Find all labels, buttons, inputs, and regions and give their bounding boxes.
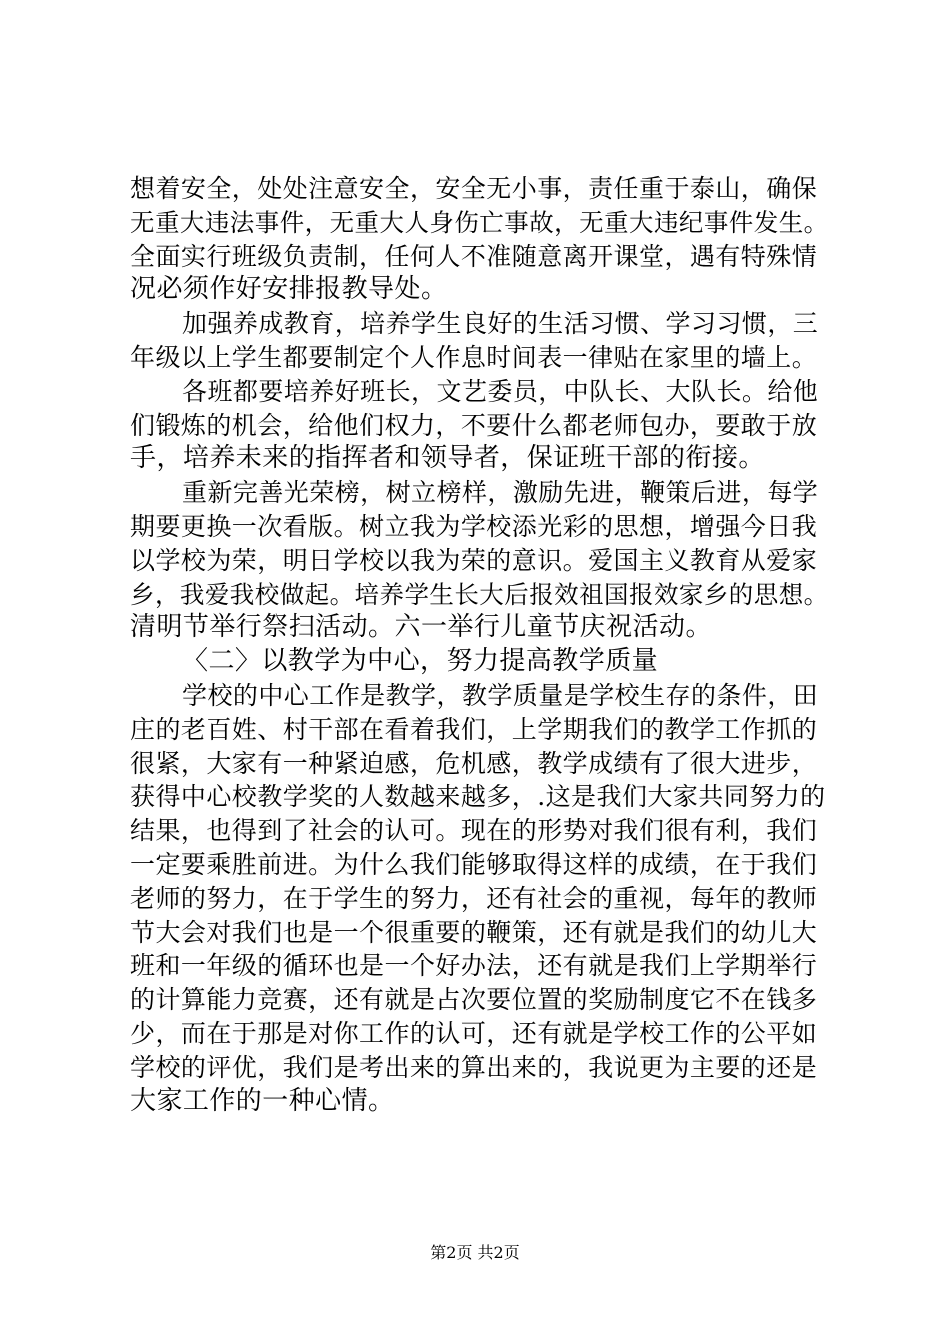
text-line: 无重大违法事件，无重大人身伤亡事故，无重大违纪事件发生。	[130, 207, 829, 237]
text-line: 获得中心校教学奖的人数越来越多，.这是我们大家共同努力的	[130, 782, 826, 812]
text-line: 以学校为荣，明日学校以我为荣的意识。爱国主义教育从爱家	[130, 545, 818, 575]
text-line: 少，而在于那是对你工作的认可，还有就是学校工作的公平如	[130, 1018, 818, 1048]
text-line: 节大会对我们也是一个很重要的鞭策，还有就是我们的幼儿大	[130, 917, 818, 947]
document-body	[130, 172, 830, 1118]
text-line: 全面实行班级负责制，任何人不准随意离开课堂，遇有特殊情	[130, 241, 818, 271]
text-line: 乡，我爱我校做起。培养学生长大后报效祖国报效家乡的思想。	[130, 579, 829, 609]
text-line: 老师的努力，在于学生的努力，还有社会的重视，每年的教师	[130, 883, 818, 913]
text-line: 们锻炼的机会，给他们权力，不要什么都老师包办，要敢于放	[130, 410, 818, 440]
text-line: 期要更换一次看版。树立我为学校添光彩的思想，增强今日我	[130, 511, 818, 541]
text-line: 清明节举行祭扫活动。六一举行儿童节庆祝活动。	[130, 612, 712, 643]
page-footer: 第2页 共2页	[430, 1243, 520, 1262]
text-line: 很紧，大家有一种紧迫感，危机感，教学成绩有了很大进步，	[130, 748, 818, 778]
text-line: 手，培养未来的指挥者和领导者，保证班干部的衔接。	[130, 443, 765, 474]
text-line: 重新完善光荣榜，树立榜样，激励先进，鞭策后进，每学	[182, 478, 819, 508]
text-line: 学校的中心工作是教学，教学质量是学校生存的条件，田	[182, 680, 819, 710]
text-line: 加强养成教育，培养学生良好的生活习惯、学习习惯，三	[182, 309, 819, 339]
text-line: 〈二〉以教学为中心，努力提高教学质量	[182, 646, 659, 677]
text-line: 各班都要培养好班长，文艺委员，中队长、大队长。给他	[182, 376, 819, 406]
text-line: 年级以上学生都要制定个人作息时间表一律贴在家里的墙上。	[130, 342, 818, 372]
text-line: 况必须作好安排报教导处。	[130, 274, 448, 305]
text-line: 大家工作的一种心情。	[130, 1085, 395, 1116]
text-line: 庄的老百姓、村干部在看着我们，上学期我们的教学工作抓的	[130, 714, 818, 744]
text-line: 的计算能力竞赛，还有就是占次要位置的奖励制度它不在钱多	[130, 985, 818, 1015]
text-line: 学校的评优，我们是考出来的算出来的，我说更为主要的还是	[130, 1052, 818, 1082]
text-line: 一定要乘胜前进。为什么我们能够取得这样的成绩，在于我们	[130, 849, 818, 879]
text-line: 班和一年级的循环也是一个好办法，还有就是我们上学期举行	[130, 951, 818, 981]
text-line: 想着安全，处处注意安全，安全无小事，责任重于泰山，确保	[130, 174, 818, 203]
text-line: 结果，也得到了社会的认可。现在的形势对我们很有利，我们	[130, 816, 818, 846]
